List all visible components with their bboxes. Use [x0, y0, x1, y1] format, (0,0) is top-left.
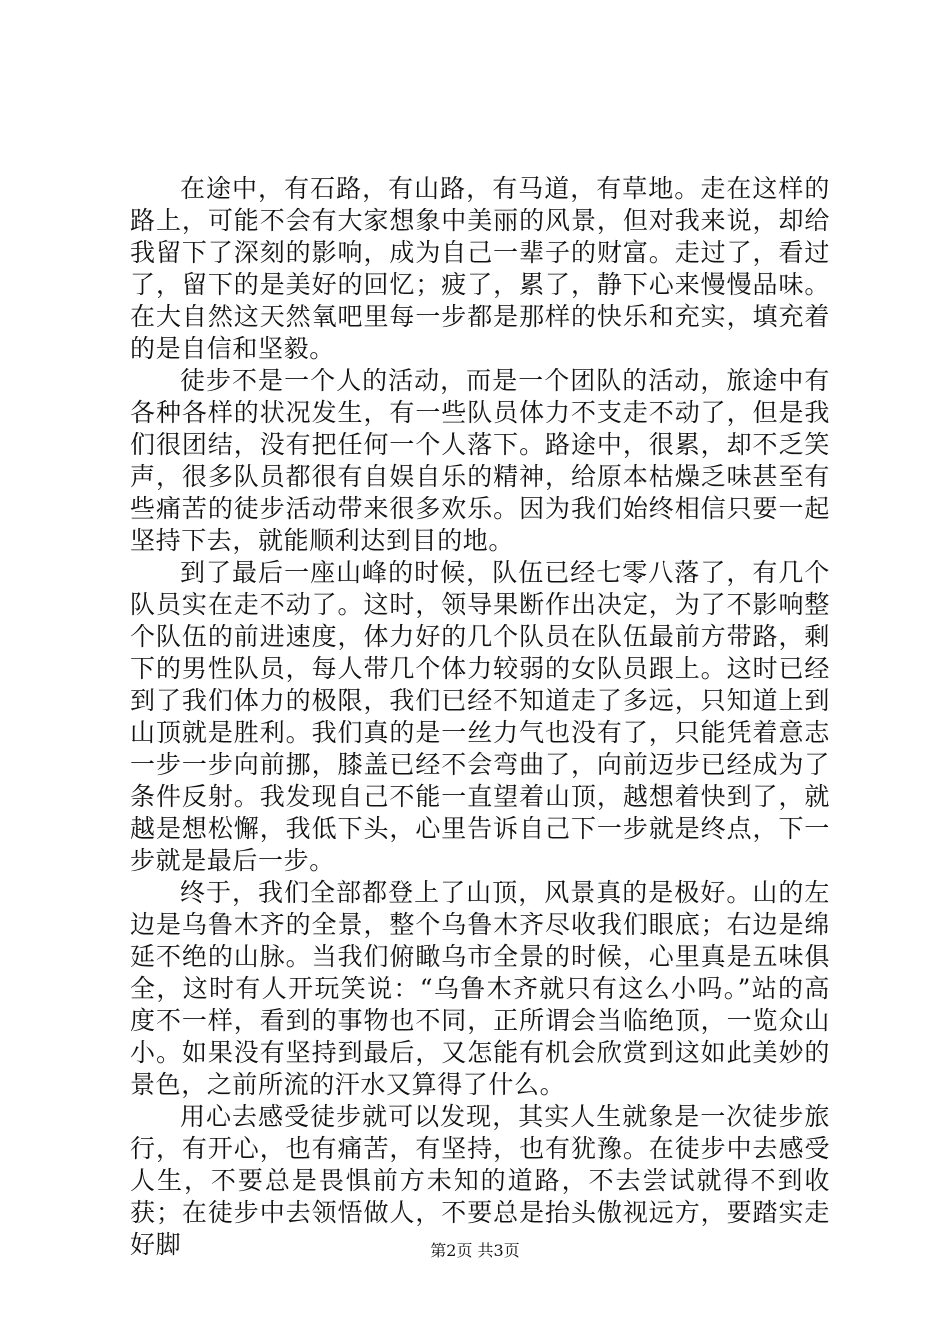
paragraph-5: 用心去感受徒步就可以发现，其实人生就象是一次徒步旅行，有开心，也有痛苦，有坚持，也有犹豫。在徒步中去感受人生，不要总是畏惧前方未知的道路，不去尝试就得不到收获；在徒步中去领悟做人，不要总是抬头傲视远方，要踏实走好脚 [130, 1102, 830, 1259]
page-number-footer: 第2页 共3页 [430, 1241, 520, 1260]
paragraph-1: 在途中，有石路，有山路，有马道，有草地。走在这样的路上，可能不会有大家想象中美丽的风景，但对我来说，却给我留下了深刻的影响，成为自己一辈子的财富。走过了，看过了，留下的是美好的回忆；疲了，累了，静下心来慢慢品味。在大自然这天然氧吧里每一步都是那样的快乐和充实，填充着的是自信和坚毅。 [130, 174, 830, 363]
paragraph-2: 徒步不是一个人的活动，而是一个团队的活动，旅途中有各种各样的状况发生，有一些队员体力不支走不动了，但是我们很团结，没有把任何一个人落下。路途中，很累，却不乏笑声，很多队员都很有自娱自乐的精神，给原本枯燥乏味甚至有些痛苦的徒步活动带来很多欢乐。因为我们始终相信只要一起坚持下去，就能顺利达到目的地。 [130, 366, 830, 555]
document-body [130, 173, 830, 1261]
paragraph-4: 终于，我们全部都登上了山顶，风景真的是极好。山的左边是乌鲁木齐的全景，整个乌鲁木齐尽收我们眼底；右边是绵延不绝的山脉。当我们俯瞰乌市全景的时候，心里真是五味俱全，这时有人开玩笑说：“乌鲁木齐就只有这么小吗。”站的高度不一样，看到的事物也不同，正所谓会当临绝顶，一览众山小。如果没有坚持到最后，又怎能有机会欣赏到这如此美妙的景色，之前所流的汗水又算得了什么。 [130, 878, 830, 1099]
paragraph-3: 到了最后一座山峰的时候，队伍已经七零八落了，有几个队员实在走不动了。这时，领导果断作出决定，为了不影响整个队伍的前进速度，体力好的几个队员在队伍最前方带路，剩下的男性队员，每人带几个体力较弱的女队员跟上。这时已经到了我们体力的极限，我们已经不知道走了多远，只知道上到山顶就是胜利。我们真的是一丝力气也没有了，只能凭着意志一步一步向前挪，膝盖已经不会弯曲了，向前迈步已经成为了条件反射。我发现自己不能一直望着山顶，越想着快到了，就越是想松懈，我低下头，心里告诉自己下一步就是终点，下一步就是最后一步。 [130, 558, 830, 875]
